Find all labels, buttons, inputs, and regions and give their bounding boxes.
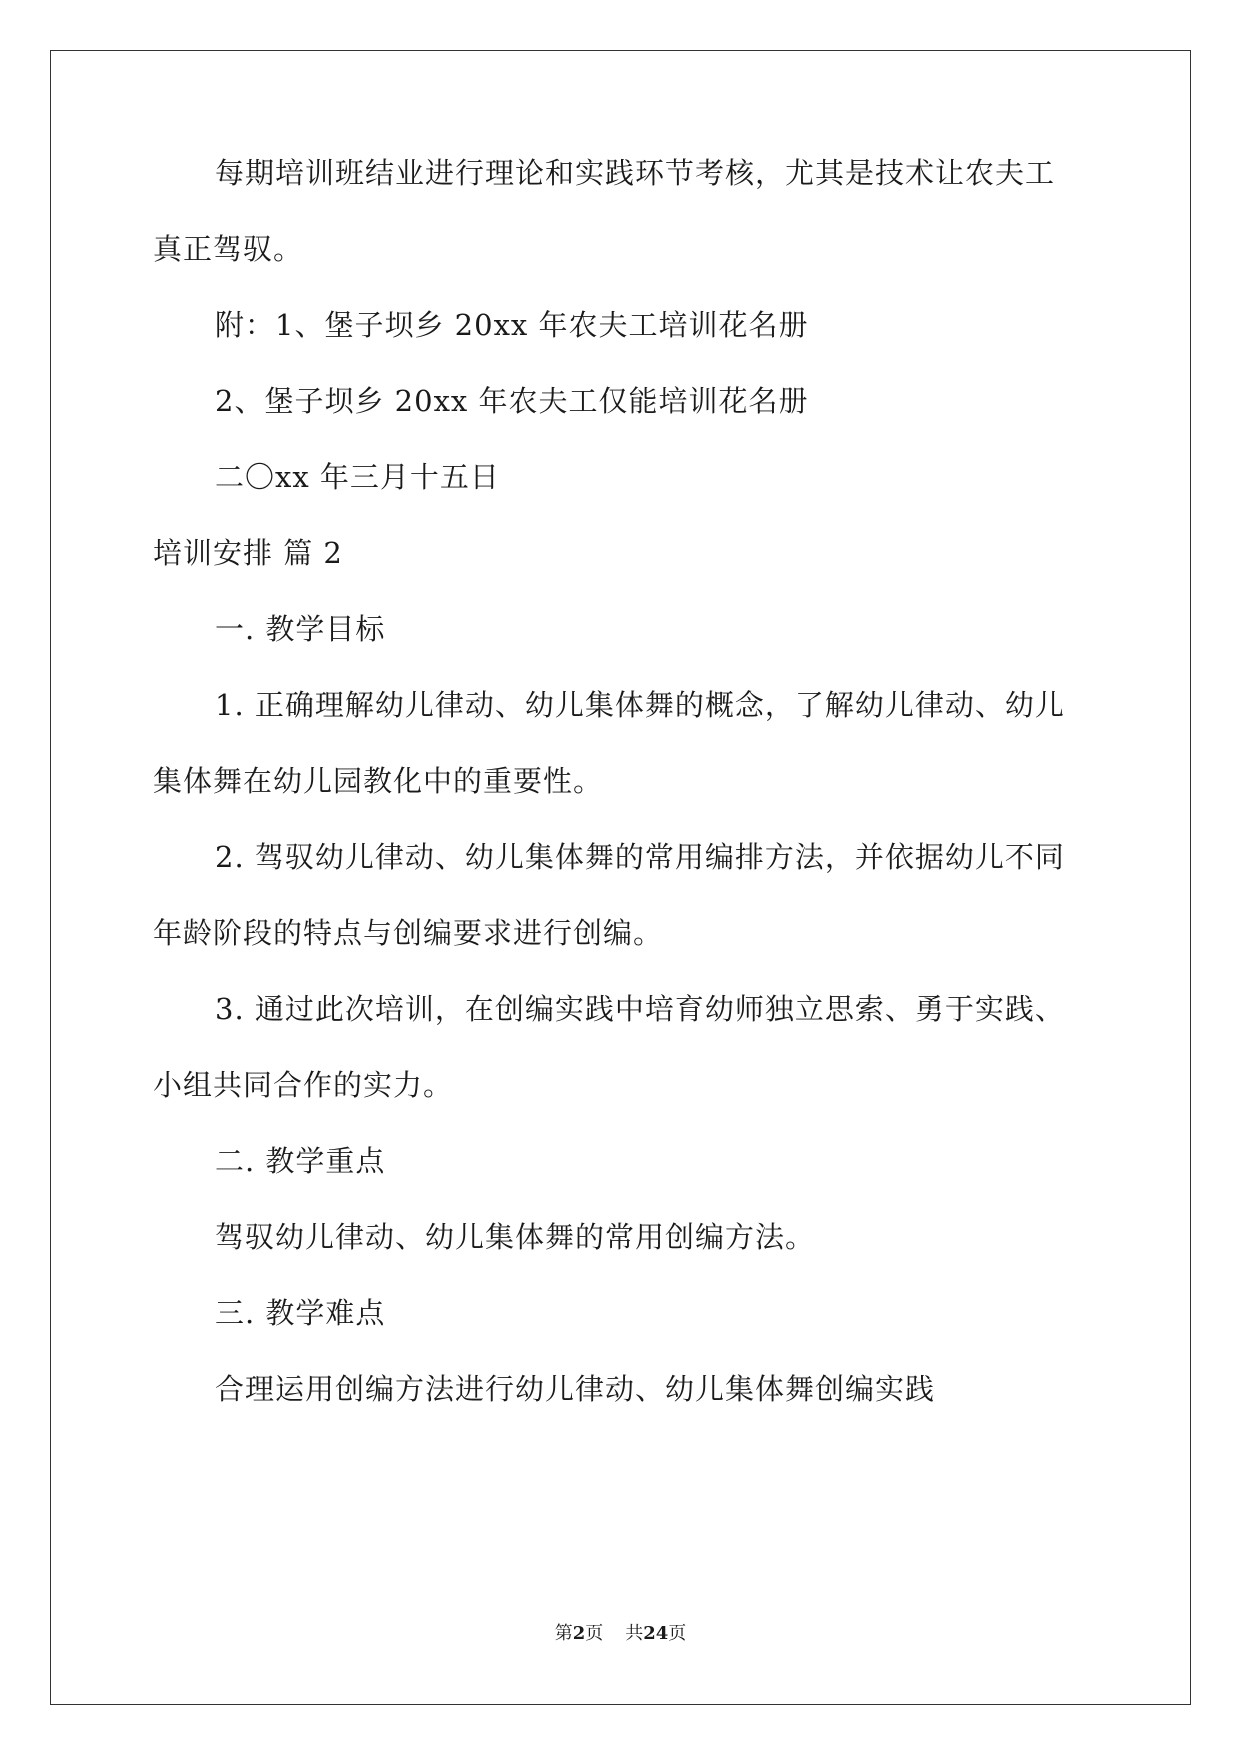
subheading-difficulties: 三. 教学难点: [215, 1296, 386, 1330]
footer-page-total: 24: [643, 1623, 669, 1644]
paragraph-line: 每期培训班结业进行理论和实践环节考核，尤其是技术让农夫工: [215, 156, 1056, 190]
footer-total-suffix: 页: [668, 1623, 687, 1644]
paragraph-line: 1. 正确理解幼儿律动、幼儿集体舞的概念，了解幼儿律动、幼儿: [215, 688, 1065, 722]
paragraph-line: 合理运用创编方法进行幼儿律动、幼儿集体舞创编实践: [215, 1372, 936, 1406]
paragraph-line: 驾驭幼儿律动、幼儿集体舞的常用创编方法。: [215, 1220, 816, 1254]
paragraph-line: 2. 驾驭幼儿律动、幼儿集体舞的常用编排方法，并依据幼儿不同: [215, 840, 1065, 874]
date-line: 二〇xx 年三月十五日: [215, 460, 500, 494]
footer-total-prefix: 共: [625, 1623, 644, 1644]
footer-page-current: 2: [572, 1623, 586, 1644]
subheading-key-points: 二. 教学重点: [215, 1144, 386, 1178]
paragraph-line: 附：1、堡子坝乡 20xx 年农夫工培训花名册: [215, 308, 809, 342]
page-footer: [0, 1622, 1241, 1646]
paragraph-line: 真正驾驭。: [153, 232, 304, 266]
paragraph-line: 小组共同合作的实力。: [153, 1068, 454, 1102]
subheading-objectives: 一. 教学目标: [215, 612, 386, 646]
paragraph-line: 集体舞在幼儿园教化中的重要性。: [153, 764, 604, 798]
paragraph-line: 3. 通过此次培训，在创编实践中培育幼师独立思索、勇于实践、: [215, 992, 1065, 1026]
section-heading: 培训安排 篇 2: [153, 536, 343, 570]
paragraph-line: 年龄阶段的特点与创编要求进行创编。: [153, 916, 664, 950]
paragraph-line: 2、堡子坝乡 20xx 年农夫工仅能培训花名册: [215, 384, 809, 418]
page-border: [50, 50, 1191, 1705]
footer-page-suffix: 页: [585, 1623, 604, 1644]
footer-page-prefix: 第: [554, 1623, 573, 1644]
